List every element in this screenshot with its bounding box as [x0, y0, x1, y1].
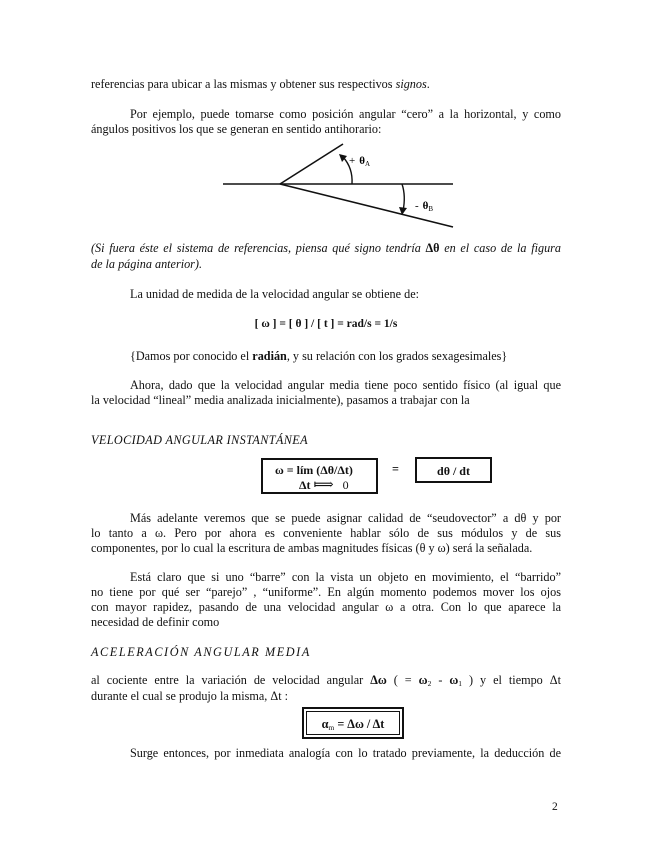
derivative-box [415, 457, 492, 483]
mean-acceleration-box [302, 707, 404, 739]
text-line-p8a: Está claro que si uno “barre” con la vista un objeto en movimiento, el “barrido” [130, 570, 561, 584]
positive-angle-ray [280, 144, 343, 184]
svg-text:-θB [415, 200, 433, 213]
theta-b-subscript: B [428, 205, 434, 213]
limit-condition: Δt ⟾ 0 [299, 478, 349, 493]
text-line-p9a: al cociente entre la variación de velocidad angular Δω ( = $\omega_2 - \omega_1$ ) y el tiempo Δt [91, 673, 561, 688]
section-title-instantaneous-velocity: VELOCIDAD ANGULAR INSTANTÁNEA [91, 433, 308, 447]
units-intro: La unidad de medida de la velocidad angular se obtiene de: [130, 287, 420, 301]
svg-text:+θA [349, 155, 370, 168]
text-line-p7c: componentes, por lo cual la escritura de ambas magnitudes físicas (θ y ω) será la señalada. [91, 541, 533, 555]
negative-angle-arc [402, 184, 404, 211]
radian-note: {Damos por conocido el radián, y su relación con los grados sexagesimales} [130, 349, 508, 363]
mean-acceleration-formula: $\alpha_m = \Delta\omega / \Delta t$ [321, 717, 385, 732]
equals-sign: = [392, 462, 399, 476]
text-line-p6a: Ahora, dado que la velocidad angular media tiene poco sentido físico (al igual que [130, 378, 561, 392]
theta-a-symbol: θ [359, 155, 365, 167]
text-line-p8d: necesidad de definir como [91, 615, 220, 629]
text-line-p10: Surge entonces, por inmediata analogía con lo tratado previamente, la deducción de [130, 746, 561, 760]
limit-expression: ω = lím (Δθ/Δt) [275, 463, 353, 477]
theta-b-sign: - [415, 200, 419, 212]
text-line-p7a: Más adelante veremos que se puede asignar calidad de “seudovector” a dθ y por [130, 511, 561, 525]
text-line-p8b: no tiene por qué ser “parejo” , “uniforme”. En algún momento podemos mover los ojos [91, 585, 561, 599]
theta-a-sign: + [349, 155, 356, 167]
text-line-p7b: lo tanto a ω. Pero por ahora es conveniente hablar sólo de sus módulos y de sus [91, 526, 561, 540]
instantaneous-velocity-box [261, 458, 378, 494]
derivative-expression: dθ / dt [437, 464, 470, 478]
text-line-1: referencias para ubicar a las mismas y obtener sus respectivos signos. [91, 77, 430, 91]
note-line-1: (Si fuera éste el sistema de referencias, piensa qué signo tendría Δθ en el caso de la figura [91, 241, 562, 255]
angle-diagram [220, 138, 470, 233]
theta-b-symbol: θ [422, 200, 429, 212]
theta-a-subscript: A [364, 160, 371, 168]
text-line-p8c: con mayor rapidez, pasando de una velocidad angular ω a otra. Con lo que aparece la [91, 600, 561, 614]
text-line-p6b: la velocidad “lineal” media analizada inicialmente), pasamos a trabajar con la [91, 393, 470, 407]
page-number: 2 [552, 801, 558, 813]
units-formula: [ ω ] = [ θ ] / [ t ] = rad/s = 1/s [254, 318, 398, 330]
text-line-3: ángulos positivos los que se generan en sentido antihorario: [91, 122, 382, 136]
section-title-mean-acceleration: ACELERACIÓN ANGULAR MEDIA [91, 645, 311, 659]
text-line-2: Por ejemplo, puede tomarse como posición angular “cero” a la horizontal, y como [130, 107, 561, 121]
note-line-2: de la página anterior). [91, 257, 203, 271]
text-line-p9b: durante el cual se produjo la misma, Δt : [91, 689, 289, 703]
